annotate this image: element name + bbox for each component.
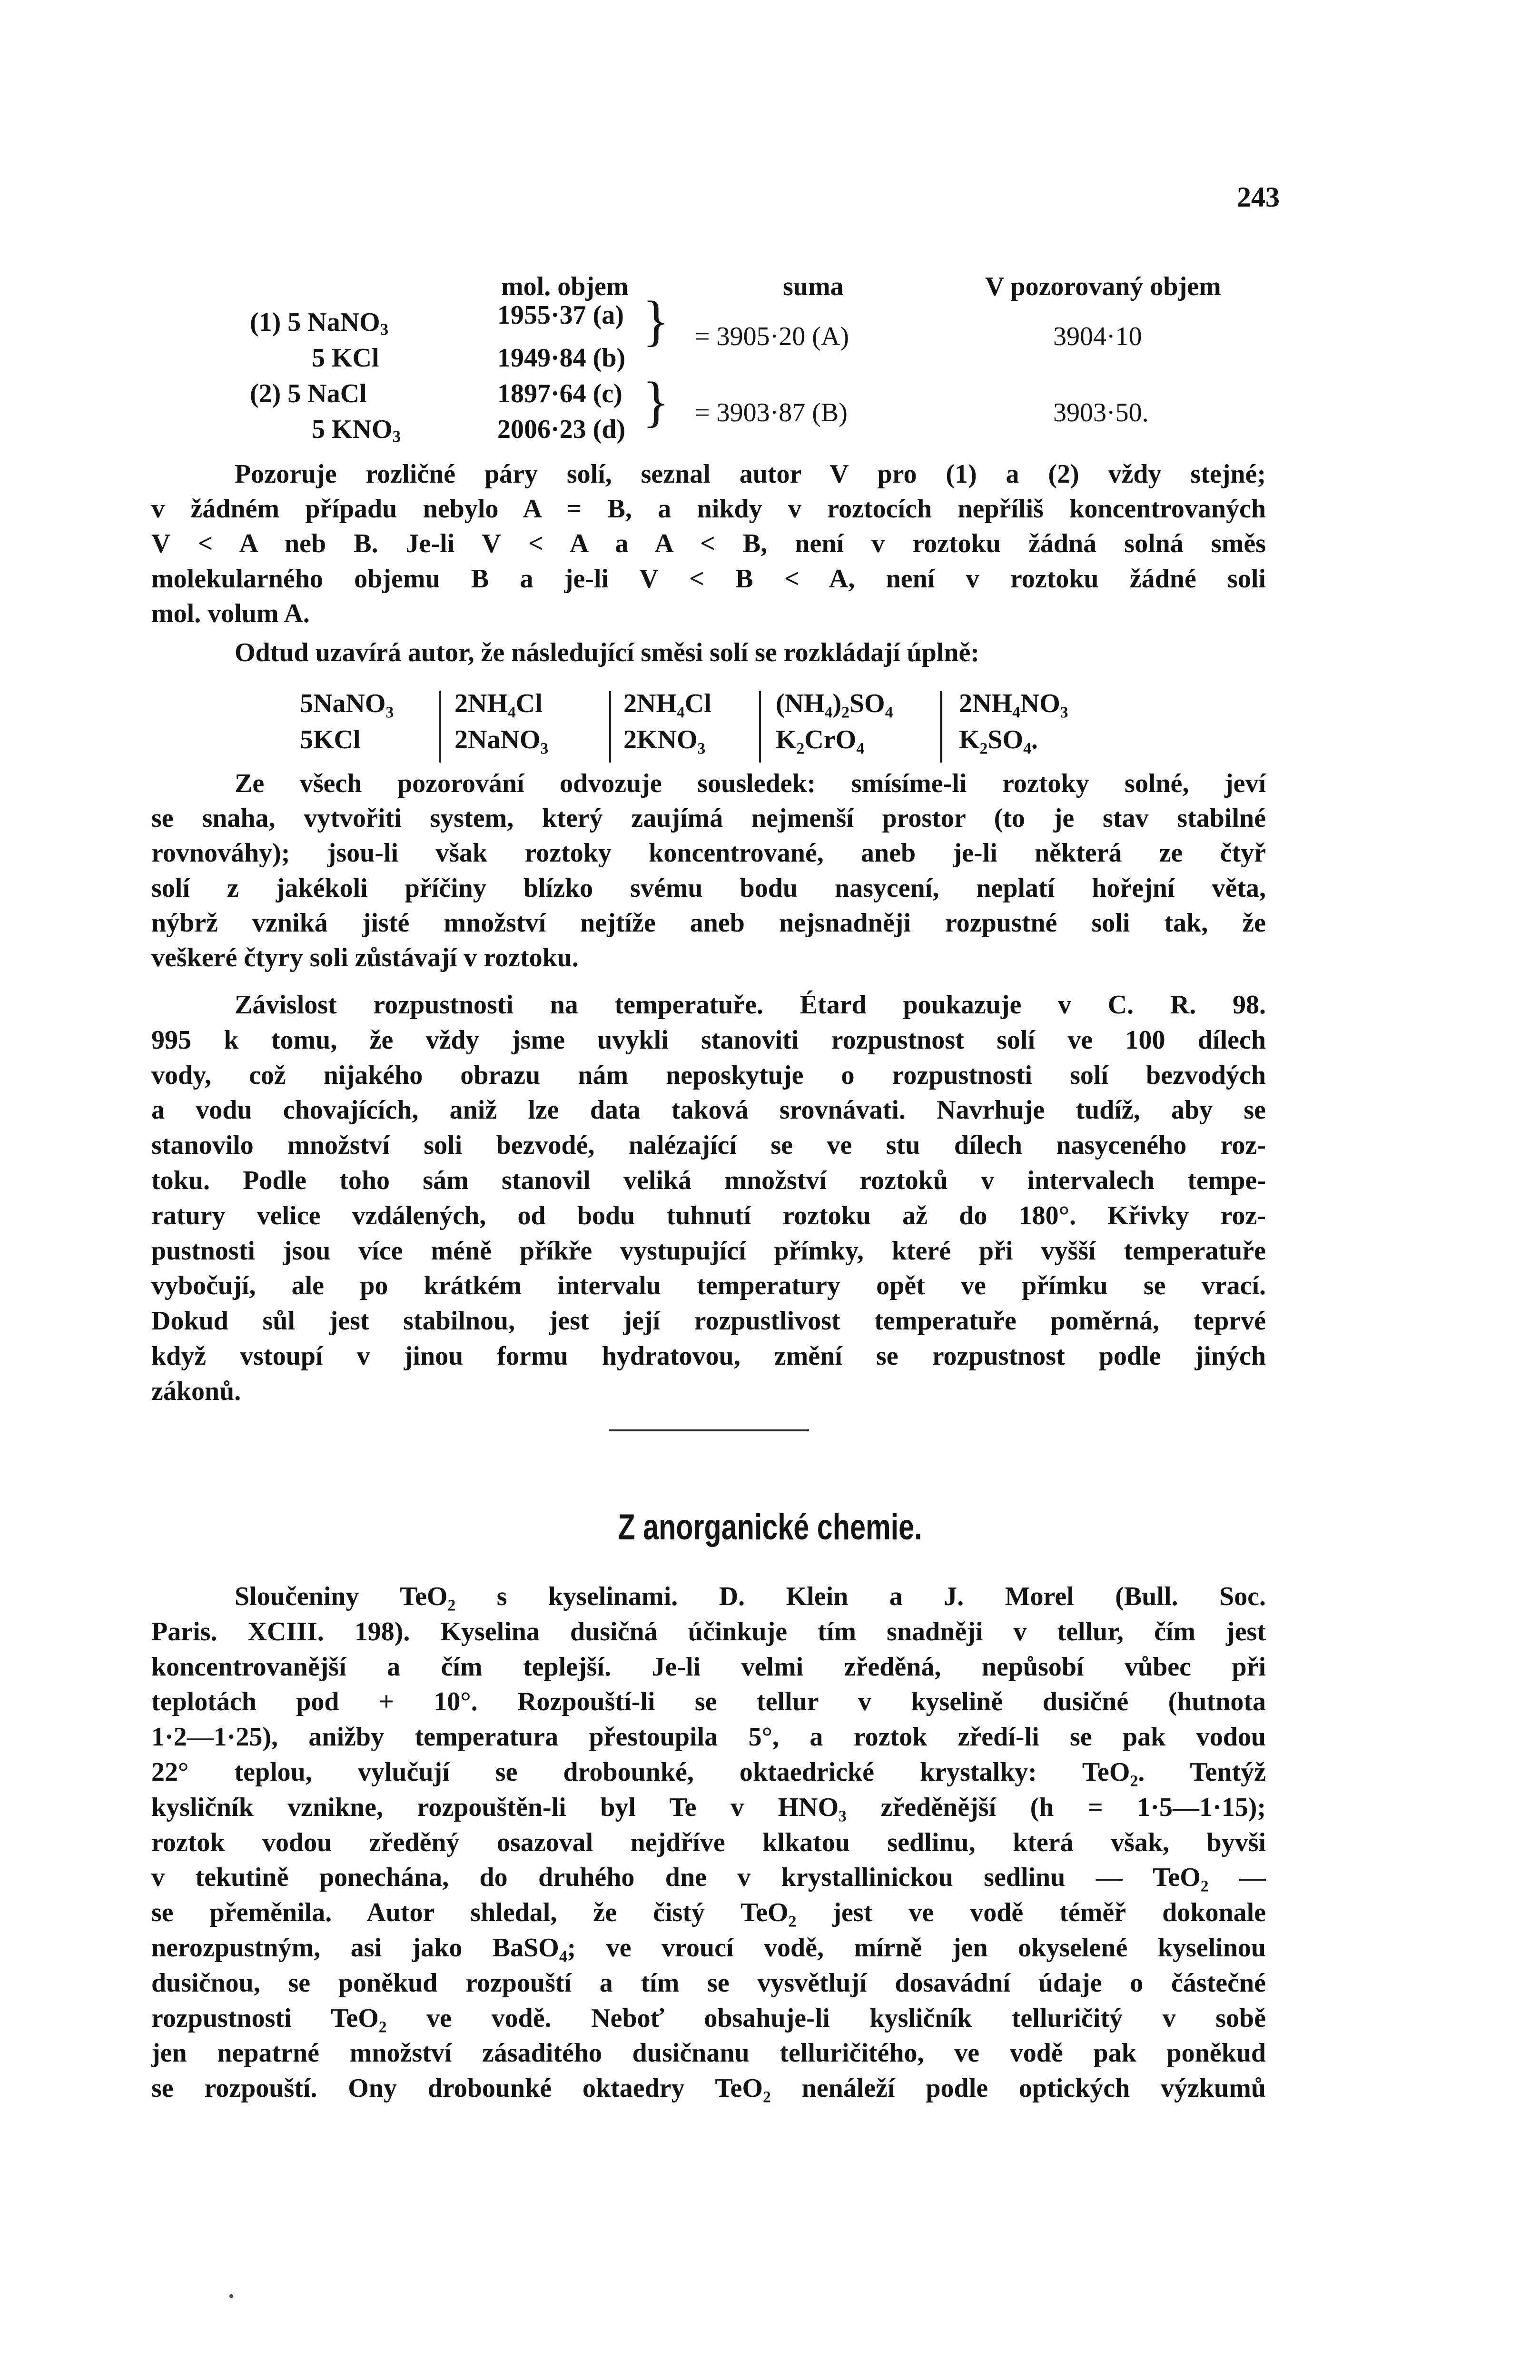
text-line: Ze všech pozorování odvozuje sousledek: smísíme-li roztoky solné, jeví <box>235 769 1266 798</box>
text-line: když vstoupí v jinou formu hydratovou, změní se rozpustnost podle jiných <box>151 1341 1266 1371</box>
text-line: v žádném případu nebylo A = B, a nikdy v roztocích nepříliš koncentrovaných <box>151 494 1266 524</box>
text-line: vybočují, ale po krátkém intervalu temperatury opět ve přímku se vrací. <box>151 1271 1266 1301</box>
text-line: veškeré čtyry soli zůstávají v roztoku. <box>151 943 579 973</box>
mixture-cell: 2KNO₃ <box>623 725 706 754</box>
row3-label: (2) 5 NaCl <box>250 379 367 408</box>
row3-volume: 1897·64 (c) <box>497 379 622 408</box>
text-line: v tekutině ponechána, do druhého dne v krystallinickou sedlinu — TeO₂ — <box>151 1863 1266 1893</box>
text-line: koncentrovanější a čím teplejší. Je-li velmi zředěná, nepůsobí vůbec při <box>151 1652 1266 1682</box>
text-line: Sloučeniny TeO₂ s kyselinami. D. Klein a J. Morel (Bull. Soc. <box>235 1582 1266 1611</box>
print-speck <box>229 2294 233 2298</box>
section-heading: Z anorganické chemie. <box>618 1507 922 1547</box>
paragraph-solubility-temperature <box>151 988 1266 1409</box>
row1-observed: 3904·10 <box>1053 322 1142 351</box>
text-line: nýbrž vzniká jisté množství nejtíže aneb nejsnadněji rozpustné soli tak, že <box>151 908 1266 938</box>
text-line: rovnováhy); jsou-li však roztoky koncentrované, aneb je-li některá ze čtyř <box>151 838 1266 868</box>
row4-volume: 2006·23 (d) <box>497 415 626 444</box>
row1-label: (1) 5 NaNO$_3$ <box>250 307 389 339</box>
text-line: mol. volum A. <box>151 598 310 628</box>
row1-sum: = 3905·20 (A) <box>695 322 849 351</box>
row1-volume: 1955·37 (a) <box>497 300 624 330</box>
text-line: rozpustnosti TeO₂ ve vodě. Neboť obsahuje-li kysličník telluričitý v sobě <box>151 2003 1266 2033</box>
text-line: ratury velice vzdálených, od bodu tuhnutí roztoku až do 180°. Křivky roz- <box>151 1200 1266 1230</box>
text-line: kysličník vznikne, rozpouštěn-li byl Te v HNO₃ zředěnější (h = 1·5—1·15); <box>151 1792 1266 1822</box>
text-line: Dokud sůl jest stabilnou, jest její rozpustlivost temperatuře poměrná, teprvé <box>151 1306 1266 1336</box>
mixture-cell: K₂CrO₄ <box>776 725 864 754</box>
text-line: 1·2—1·25), anižby temperatura přestoupila 5°, a roztok zředí-li se pak vodou <box>151 1722 1266 1752</box>
row3-observed: 3903·50. <box>1053 398 1149 427</box>
mixture-cell: 5KCl <box>300 725 361 754</box>
text-line: pustnosti jsou více méně příkře vystupující přímky, které při vyšší temperatuře <box>151 1236 1266 1266</box>
paragraph-conclusion <box>151 635 1266 670</box>
text-line: 995 k tomu, že vždy jsme uvykli stanoviti rozpustnost solí ve 100 dílech <box>151 1025 1266 1055</box>
column-separator <box>609 691 611 763</box>
mixture-cell: 2NaNO₃ <box>454 725 549 754</box>
text-line: Závislost rozpustnosti na temperatuře. Étard poukazuje v C. R. 98. <box>235 990 1266 1020</box>
mixture-col-3 <box>623 685 711 758</box>
mixture-col-2 <box>454 685 548 758</box>
row2-volume: 1949·84 (b) <box>497 343 626 373</box>
text-line: roztok vodou zředěný osazoval nejdříve klkatou sedlinu, která však, byvši <box>151 1827 1266 1857</box>
mixture-col-1 <box>300 685 394 758</box>
mixture-cell: 2NH₄NO₃ <box>959 689 1068 718</box>
text-line: Odtud uzavírá autor, že následující směsi solí se rozkládají úplně: <box>235 638 979 667</box>
page-number: 243 <box>1237 181 1280 213</box>
text-line: dusičnou, se poněkud rozpouští a tím se vysvětlují dosavádní údaje o částečné <box>151 1968 1266 1998</box>
paragraph-teo2-compounds <box>151 1579 1266 2106</box>
mixture-col-4 <box>776 685 893 758</box>
column-separator <box>940 691 942 763</box>
text-line: nerozpustným, asi jako BaSO₄; ve vroucí vodě, mírně jen okyselené kyselinou <box>151 1933 1266 1963</box>
text-line: stanovilo množství soli bezvodé, nalézající se ve stu dílech nasyceného roz- <box>151 1130 1266 1160</box>
text-line: jen nepatrné množství zásaditého dusičnanu telluričitého, ve vodě pak poněkud <box>151 2038 1266 2068</box>
row2-label: 5 KCl <box>312 343 379 373</box>
header-mol-volume: mol. objem <box>501 272 629 301</box>
column-separator <box>759 691 761 763</box>
paragraph-observations <box>151 766 1266 975</box>
column-separator <box>439 691 441 763</box>
mixture-col-5 <box>959 685 1068 758</box>
brace-2: } <box>642 370 670 433</box>
mixture-cell: (NH₄)₂SO₄ <box>776 689 893 718</box>
mixture-cell: 2NH₄Cl <box>623 689 711 718</box>
text-line: solí z jakékoli příčiny blízko svému bodu nasycení, neplatí hořejní věta, <box>151 873 1266 903</box>
text-line: V < A neb B. Je-li V < A a A < B, není v roztoku žádná solná směs <box>151 529 1266 559</box>
row3-sum: = 3903·87 (B) <box>695 398 848 427</box>
text-line: vody, což nijakého obrazu nám neposkytuje o rozpustnosti solí bezvodých <box>151 1060 1266 1090</box>
divider-rule <box>609 1429 809 1431</box>
text-line: 22° teplou, vylučují se drobounké, oktaedrické krystalky: TeO₂. Tentýž <box>151 1757 1266 1787</box>
mixture-cell: K₂SO₄. <box>959 725 1038 754</box>
text-line: se snaha, vytvořiti system, který zaujímá nejmenší prostor (to je stav stabilné <box>151 803 1266 833</box>
salt-mixtures-table <box>300 685 1280 771</box>
mixture-cell: 2NH₄Cl <box>454 689 543 718</box>
text-line: se přeměnila. Autor shledal, že čistý TeO₂ jest ve vodě téměř dokonale <box>151 1898 1266 1928</box>
volume-table <box>250 271 1268 447</box>
text-line: molekularného objemu B a je-li V < B < A, není v roztoku žádné soli <box>151 564 1266 594</box>
text-line: Paris. XCIII. 198). Kyselina dusičná účinkuje tím snadněji v tellur, čím jest <box>151 1616 1266 1646</box>
paragraph-observation <box>151 457 1266 631</box>
mixture-cell: 5NaNO₃ <box>300 689 394 718</box>
text-line: zákonů. <box>151 1376 241 1406</box>
row4-label: 5 $KNO_3$ <box>312 415 401 446</box>
text-line: a vodu chovajících, aniž lze data taková srovnávati. Navrhuje tudíž, aby se <box>151 1095 1266 1125</box>
text-line: se rozpouští. Ony drobounké oktaedry TeO₂ nenáleží podle optických výzkumů <box>151 2073 1266 2103</box>
text-line: Pozoruje rozličné páry solí, seznal autor V pro (1) a (2) vždy stejné; <box>235 459 1266 489</box>
text-line: teplotách pod + 10°. Rozpouští-li se tellur v kyselině dusičné (hutnota <box>151 1687 1266 1717</box>
brace-1: } <box>642 289 670 352</box>
header-sum: suma <box>783 272 844 301</box>
header-observed-volume: V pozorovaný objem <box>985 272 1221 301</box>
text-line: toku. Podle toho sám stanovil veliká množství roztoků v intervalech tempe- <box>151 1165 1266 1195</box>
